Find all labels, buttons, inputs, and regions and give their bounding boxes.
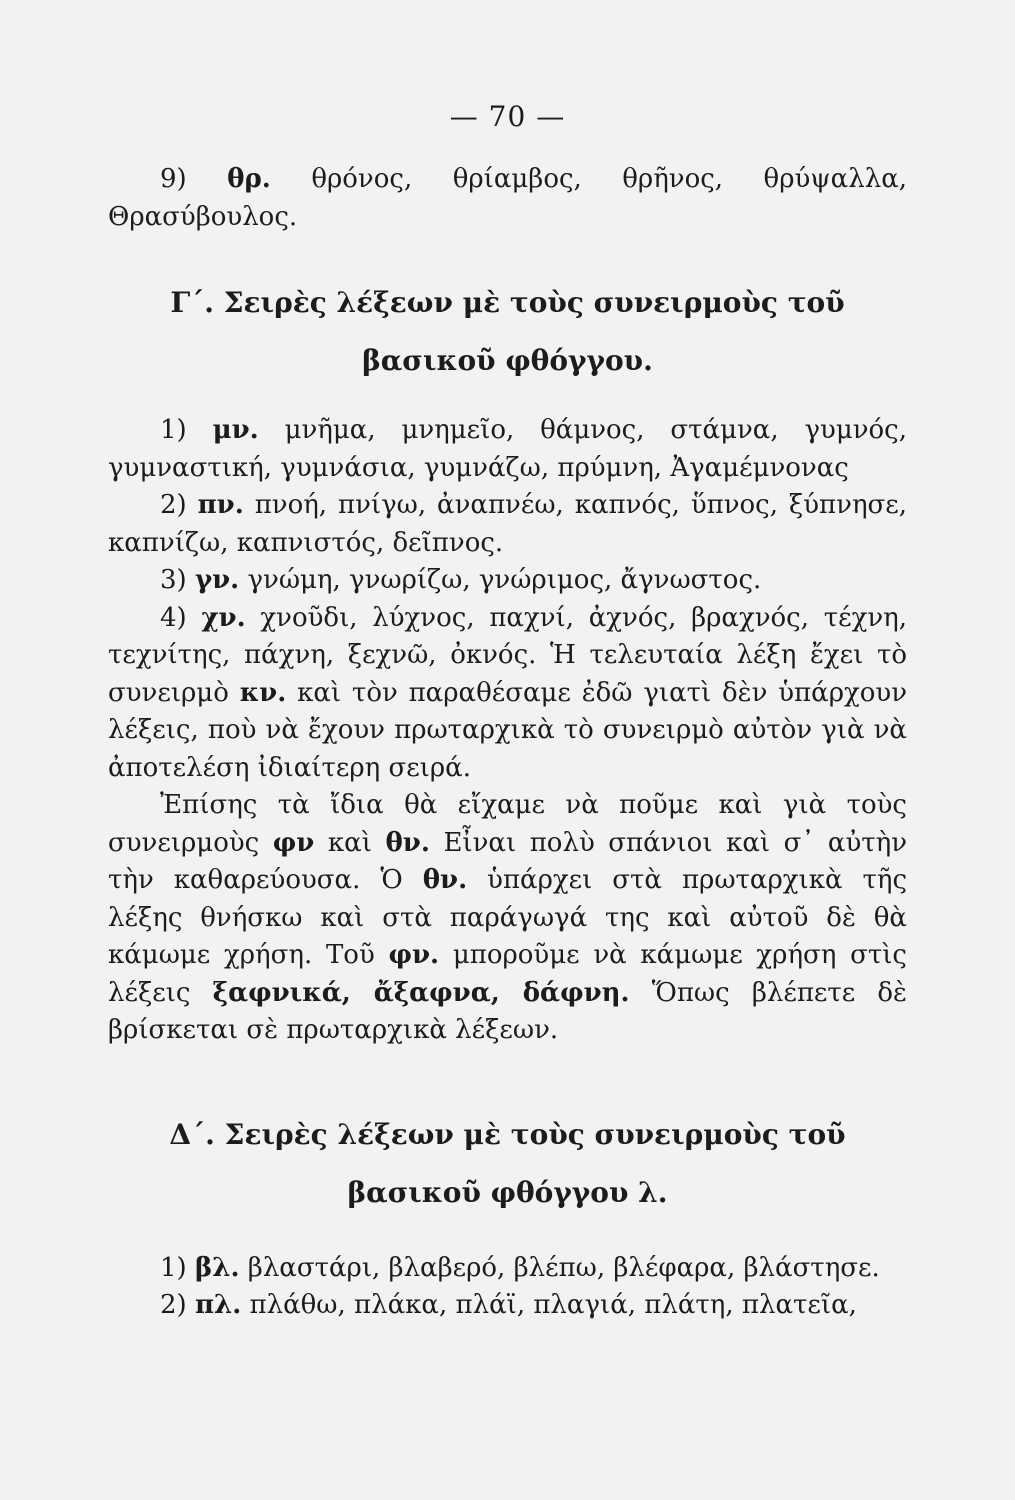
item-number: 4) xyxy=(160,602,187,633)
item-text: γνώμη, γνωρίζω, γνώριμος, ἄγνωστος. xyxy=(247,565,762,595)
item-text: πλάθω, πλάκα, πλάϊ, πλαγιά, πλάτη, πλατεῖα, xyxy=(249,1290,857,1320)
paragraph-text: ὑπάρχει στὰ πρωταρχικὰ τῆς λέξης θνήσκω καὶ στὰ παράγωγά της καὶ αὐτοῦ δὲ θὰ κάμωμε χρήση. Τοῦ xyxy=(108,865,908,970)
item-number: 1) xyxy=(160,1252,187,1283)
paragraph-text: Ὅπως βλέπετε δὲ βρίσκεται σὲ πρωταρχικὰ λέξεων. xyxy=(108,977,908,1045)
section-delta-heading xyxy=(108,1106,907,1222)
cluster-key: μν. xyxy=(212,415,259,445)
list-item-1 xyxy=(108,412,907,487)
cluster-key: φν. xyxy=(388,940,440,970)
list-item-9 xyxy=(108,161,907,236)
paragraph-text: μποροῦμε νὰ κάμωμε χρήση στὶς λέξεις xyxy=(108,940,907,1008)
page-number: — 70 — xyxy=(449,100,566,133)
cluster-key: θρ. xyxy=(227,164,271,194)
paragraph-text: Εἶναι πολὺ σπάνιοι καὶ σ᾽ αὐτὴν τὴν καθαρεύουσα. Ὁ xyxy=(108,827,908,895)
cluster-key: γν. xyxy=(194,565,240,595)
paragraph-text: Ἐπίσης τὰ ἴδια θὰ εἴχαμε νὰ ποῦμε καὶ γιὰ τοὺς συνειρμοὺς xyxy=(108,790,907,858)
cluster-key: θν. xyxy=(422,865,468,895)
paragraph-text: καὶ xyxy=(327,827,372,858)
heading-line-1: Γ΄. Σειρὲς λέξεων μὲ τοὺς συνειρμοὺς τοῦ xyxy=(170,286,845,319)
cluster-key: θν. xyxy=(385,827,430,858)
list-item-4 xyxy=(108,600,907,788)
item-number: 2) xyxy=(160,1290,187,1320)
item-number: 1) xyxy=(160,415,187,445)
item-number: 9) xyxy=(160,164,187,194)
item-text: πνοή, πνίγω, ἀναπνέω, καπνός, ὕπνος, ξύπνησε, καπνίζω, καπνιστός, δεῖπνος. xyxy=(108,490,908,558)
cluster-key: πν. xyxy=(197,490,244,520)
list-item-2 xyxy=(108,487,907,562)
heading-line-2: βασικοῦ φθόγγου λ. xyxy=(347,1175,668,1209)
example-words: ξαφνικά, ἄξαφνα, δάφνη. xyxy=(212,977,630,1008)
item-text: θρόνος, θρίαμβος, θρῆνος, θρύψαλλα, Θρασύβουλος. xyxy=(108,164,908,232)
list-item-3 xyxy=(108,562,907,600)
item-text: καὶ τὸν παραθέσαμε ἐδῶ γιατὶ δὲν ὑπάρχουν λέξεις, ποὺ νὰ ἔχουν πρωταρχικὰ τὸ συνειρμὸ αὐτὸν γιὰ νὰ ἀποτελέση ἰδιαίτερη σειρά. xyxy=(108,677,908,783)
list-item-2 xyxy=(108,1287,907,1325)
body-paragraph xyxy=(108,787,907,1050)
heading-line-2: βασικοῦ φθόγγου. xyxy=(362,344,653,377)
item-number: 2) xyxy=(160,490,187,520)
item-text: μνῆμα, μνημεῖο, θάμνος, στάμνα, γυμνός, γυμναστική, γυμνάσια, γυμνάζω, πρύμνη, Ἀγαμέμνονας xyxy=(108,415,908,483)
item-number: 3) xyxy=(160,565,187,595)
cluster-key: βλ. xyxy=(194,1252,240,1283)
section-gamma-heading xyxy=(108,274,907,390)
cluster-key: πλ. xyxy=(194,1290,242,1320)
list-item-1 xyxy=(108,1250,907,1288)
cluster-key: φν xyxy=(272,827,315,858)
item-text: βλαστάρι, βλαβερό, βλέπω, βλέφαρα, βλάστησε. xyxy=(247,1252,880,1283)
heading-line-1: Δ΄. Σειρὲς λέξεων μὲ τοὺς συνειρμοὺς τοῦ xyxy=(169,1117,846,1151)
cluster-key: κν. xyxy=(239,677,287,708)
item-text: χνοῦδι, λύχνος, παχνί, ἀχνός, βραχνός, τέχνη, τεχνίτης, πάχνη, ξεχνῶ, ὀκνός. Ἡ τελευταία λέξη ἔχει τὸ συνειρμὸ xyxy=(108,602,908,708)
cluster-key: χν. xyxy=(201,602,246,633)
